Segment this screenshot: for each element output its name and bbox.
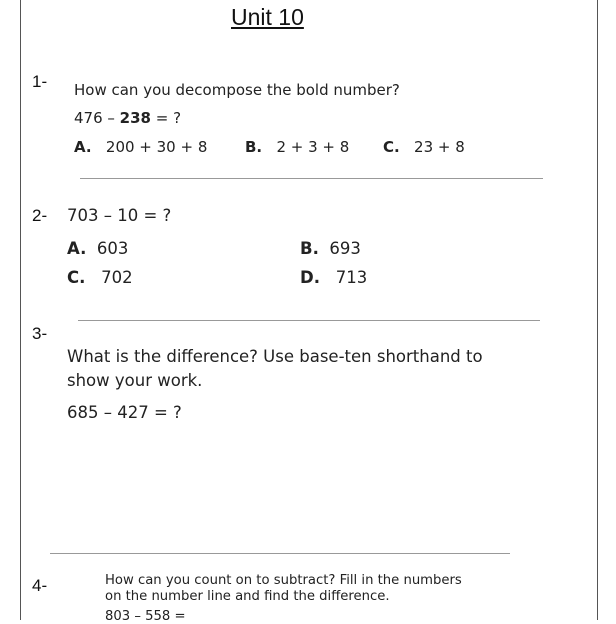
option-letter: C. (67, 268, 86, 287)
separator-line (78, 320, 540, 321)
page-border-left (20, 0, 21, 620)
page-border-right (597, 0, 598, 620)
question-1-expr-bold: 238 (119, 109, 151, 127)
option-letter: C. (383, 138, 400, 156)
question-3-expression: 685 – 427 = ? (67, 403, 182, 422)
question-4-number: 4- (32, 576, 48, 595)
question-2-option-a[interactable] (67, 239, 128, 258)
option-text: 713 (335, 268, 368, 287)
question-2-expression: 703 – 10 = ? (67, 206, 172, 225)
option-text: 702 (101, 268, 133, 287)
page-title: Unit 10 (231, 4, 304, 30)
option-letter: A. (74, 138, 92, 156)
question-3-prompt-line-2: show your work. (67, 371, 203, 390)
question-2-option-b[interactable] (300, 239, 361, 258)
option-text: 603 (96, 239, 129, 258)
option-letter: B. (245, 138, 263, 156)
option-text: 693 (329, 239, 361, 258)
question-2-number: 2- (32, 206, 48, 225)
option-letter: D. (300, 268, 320, 287)
separator-line (50, 553, 510, 554)
question-2-option-c[interactable] (67, 268, 133, 287)
option-text: 23 + 8 (414, 138, 465, 156)
separator-line (80, 178, 543, 179)
question-4-prompt-line-2: on the number line and find the difference. (105, 589, 390, 604)
question-1-prompt: How can you decompose the bold number? (74, 81, 400, 99)
question-1-option-a[interactable] (74, 138, 207, 156)
question-4-expression: 803 – 558 = (105, 609, 186, 624)
question-1-expression (74, 109, 181, 127)
question-1-expr-pre: 476 – (74, 109, 120, 127)
question-4-prompt-line-1: How can you count on to subtract? Fill in the numbers (105, 573, 462, 588)
question-1-option-b[interactable] (245, 138, 349, 156)
option-letter: A. (67, 239, 87, 258)
question-1-option-c[interactable] (383, 138, 465, 156)
question-1-expr-post: = ? (150, 109, 182, 127)
question-3-number: 3- (32, 324, 48, 343)
question-2-option-d[interactable] (300, 268, 367, 287)
option-text: 2 + 3 + 8 (276, 138, 350, 156)
option-text: 200 + 30 + 8 (105, 138, 208, 156)
question-3-prompt-line-1: What is the difference? Use base-ten shorthand to (67, 347, 483, 366)
question-1-number: 1- (32, 72, 48, 91)
option-letter: B. (300, 239, 319, 258)
